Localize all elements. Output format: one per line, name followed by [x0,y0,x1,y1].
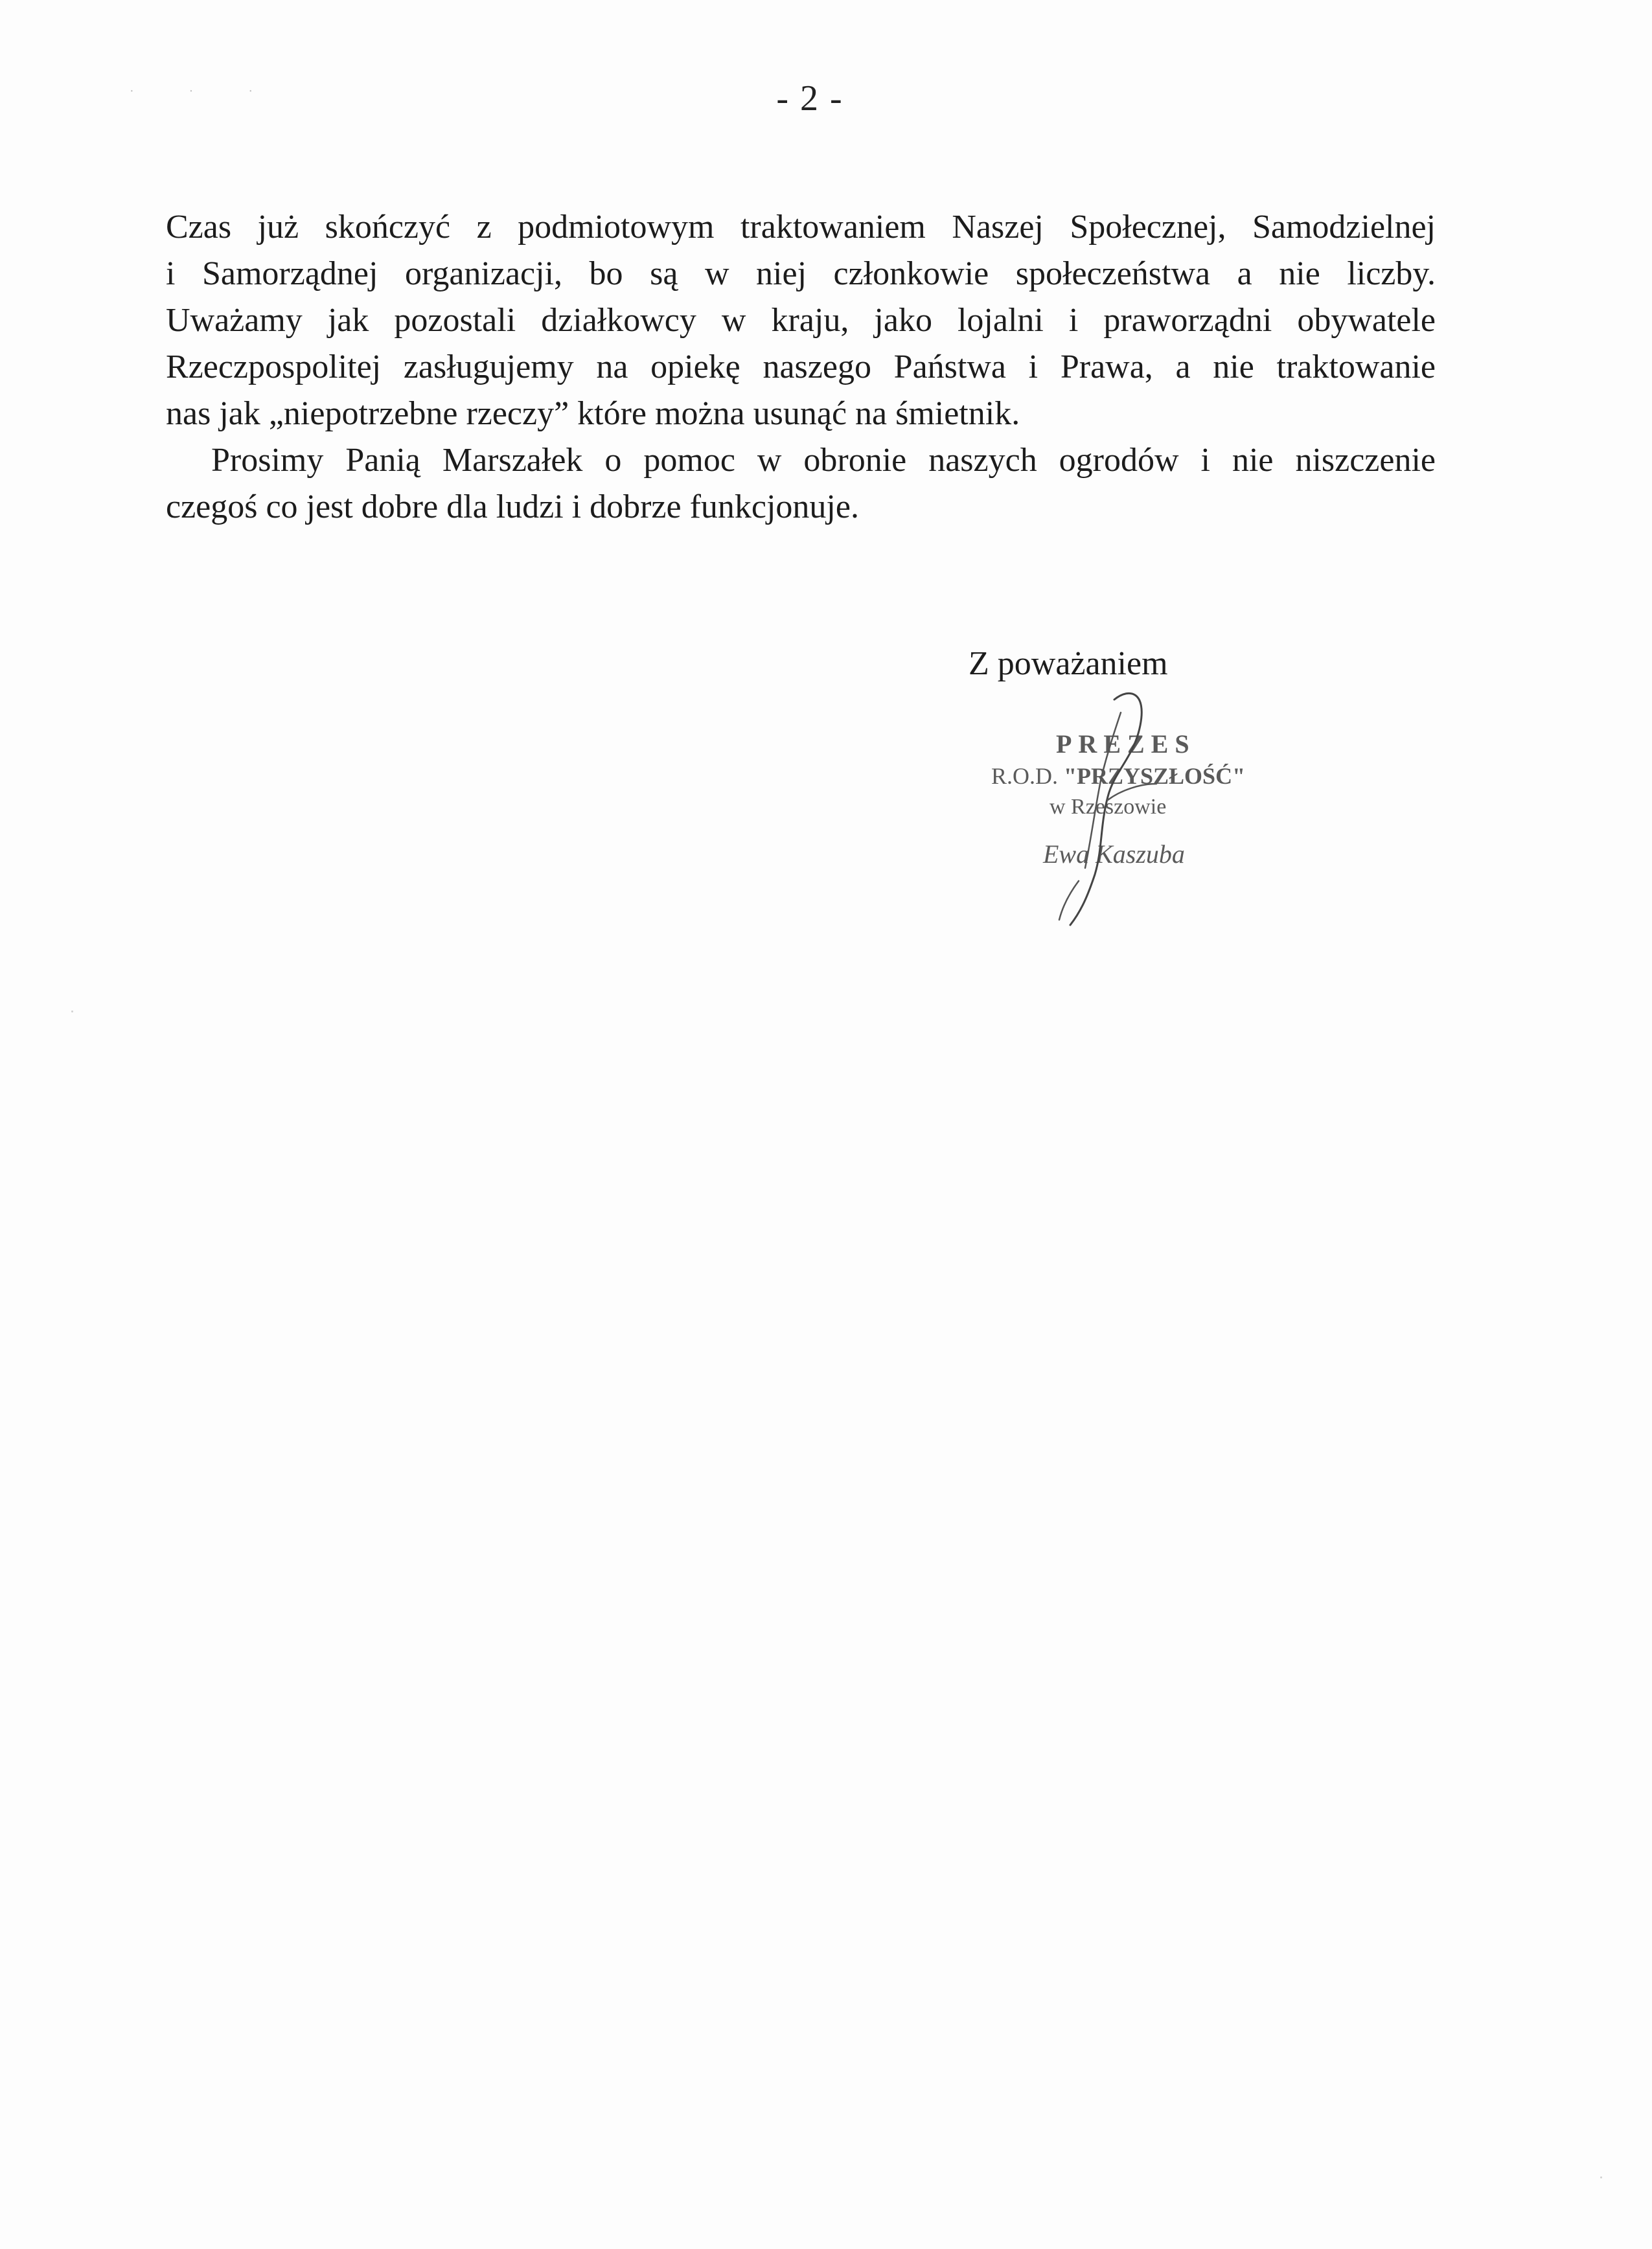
body-line: Rzeczpospolitej zasługujemy na opiekę naszego Państwa i Prawa, a nie traktowanie [166,348,1436,385]
body-line: Prosimy Panią Marszałek o pomoc w obronie naszych ogrodów i nie niszczenie [211,442,1436,479]
stamp-title: PREZES [1056,729,1196,759]
handwritten-signature [1017,687,1186,933]
stamp-org-name: "PRZYSZŁOŚĆ" [1064,763,1246,789]
stamp-name: Ewa Kaszuba [1043,839,1185,869]
stamp-city: w Rzeszowie [1050,795,1167,819]
body-line: i Samorządnej organizacji, bo są w niej członkowie społeczeństwa a nie liczby. [166,255,1436,292]
closing-salutation: Z poważaniem [969,645,1168,682]
letter-body [166,204,1436,531]
body-line: Uważamy jak pozostali działkowcy w kraju, jako lojalni i praworządni obywatele [166,302,1436,339]
page-number: - 2 - [776,78,843,119]
body-line: nas jak „niepotrzebne rzeczy” które można usunąć na śmietnik. [166,395,1020,432]
scan-artifacts: · · · [130,84,279,98]
body-line: czegoś co jest dobre dla ludzi i dobrze funkcjonuje. [166,488,859,525]
scan-speck [1600,2176,1602,2178]
stamp-org-prefix: R.O.D. [991,763,1059,789]
scan-speck [71,1010,73,1012]
body-line: Czas już skończyć z podmiotowym traktowaniem Naszej Społecznej, Samodzielnej [166,209,1436,245]
